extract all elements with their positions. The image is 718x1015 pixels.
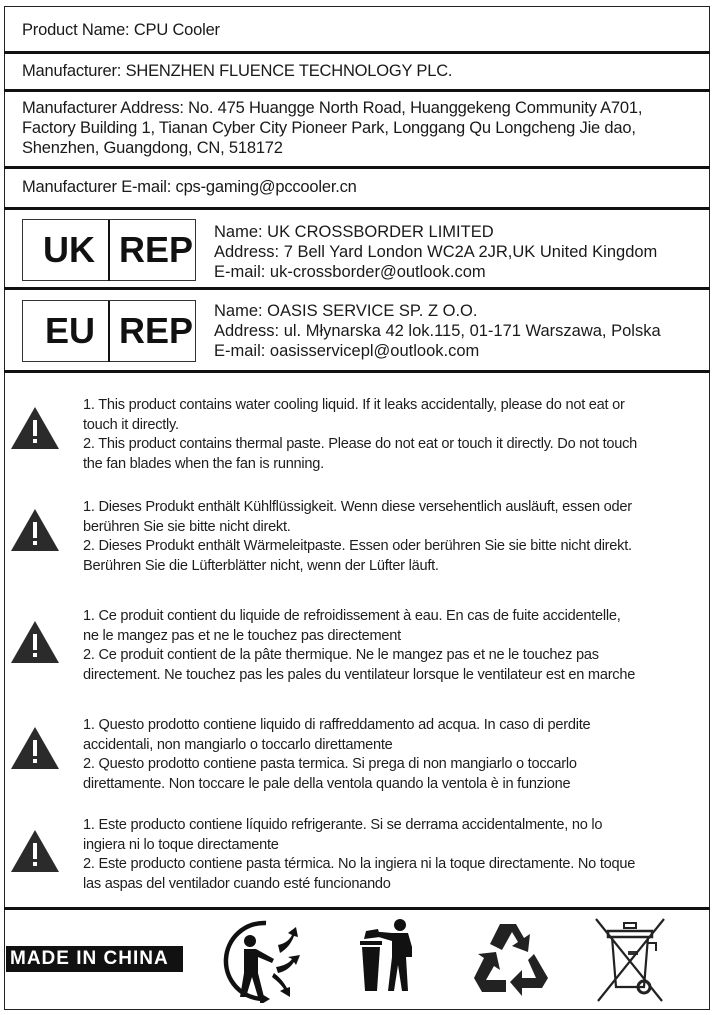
warning-line: 1. Este producto contiene líquido refrigerante. Si se derrama accidentalmente, no lo	[83, 817, 603, 833]
warning-triangle-icon	[11, 407, 59, 449]
divider	[4, 166, 710, 169]
warning-line: directement. Ne touchez pas les pales du ventilateur lorsque le ventilateur est en marche	[83, 666, 636, 683]
weee-crossed-bin-icon	[592, 917, 672, 1003]
divider	[4, 287, 710, 290]
divider	[4, 370, 710, 373]
eu-rep-code: EU	[44, 310, 95, 351]
warning-line: 2. Ce produit contient de la pâte thermique. Ne le mangez pas et ne le touchez pas	[83, 647, 599, 663]
warning-line: accidentali, non mangiarlo o toccarlo direttamente	[83, 736, 393, 753]
eu-rep-email: E-mail: oasisservicepl@outlook.com	[214, 342, 480, 360]
badge-divider	[108, 301, 110, 362]
uk-rep-email: E-mail: uk-crossborder@outlook.com	[214, 263, 486, 281]
eu-rep-name: Name: OASIS SERVICE SP. Z O.O.	[214, 302, 478, 320]
divider	[4, 907, 710, 910]
divider	[4, 51, 710, 54]
recycle-icon	[472, 920, 550, 996]
warning-triangle-icon	[11, 830, 59, 872]
warning-line: ingiera ni lo toque directamente	[83, 836, 279, 853]
uk-rep-name: Name: UK CROSSBORDER LIMITED	[214, 223, 494, 241]
tidyman-icon	[352, 917, 418, 997]
eu-rep-badge	[22, 300, 196, 362]
warning-line: 2. Este producto contiene pasta térmica. No la ingiera ni la toque directamente. No toque	[83, 856, 636, 872]
warning-line: berühren Sie sie bitte nicht direkt.	[83, 518, 291, 535]
warning-line: 1. Questo prodotto contiene liquido di raffreddamento ad acqua. In caso di perdite	[83, 717, 591, 733]
address-line: Factory Building 1, Tianan Cyber City Pioneer Park, Longgang Qu Longcheng Jie dao,	[22, 119, 636, 137]
divider	[4, 89, 710, 92]
address-line: Manufacturer Address: No. 475 Huangge North Road, Huanggekeng Community A701,	[22, 99, 643, 117]
manufacturer-email: Manufacturer E-mail: cps-gaming@pccooler.cn	[22, 178, 357, 196]
uk-rep-label: REP	[119, 229, 194, 270]
warning-line: 2. Questo prodotto contiene pasta termica. Si prega di non mangiarlo o toccarlo	[83, 756, 577, 772]
warning-line: touch it directly.	[83, 416, 179, 433]
warning-line: 1. Ce produit contient du liquide de refroidissement à eau. En cas de fuite accidentelle,	[83, 608, 621, 624]
divider	[4, 207, 710, 210]
product-name: Product Name: CPU Cooler	[22, 21, 220, 39]
warning-line: 2. This product contains thermal paste. Please do not eat or touch it directly. Do not touch	[83, 436, 638, 452]
address-line: Shenzhen, Guangdong, CN, 518172	[22, 139, 283, 157]
warning-line: Berühren Sie die Lüfterblätter nicht, wenn der Lüfter läuft.	[83, 557, 439, 574]
uk-rep-badge	[22, 219, 196, 281]
made-in-china-badge: MADE IN CHINA	[6, 946, 183, 972]
warning-line: 1. This product contains water cooling liquid. If it leaks accidentally, please do not eat or	[83, 397, 625, 413]
warning-triangle-icon	[11, 509, 59, 551]
eu-rep-address: Address: ul. Młynarska 42 lok.115, 01-171 Warszawa, Polska	[214, 322, 661, 340]
uk-rep-code: UK	[43, 229, 95, 270]
warning-triangle-icon	[11, 727, 59, 769]
warning-triangle-icon	[11, 621, 59, 663]
eu-rep-label: REP	[119, 310, 194, 351]
warning-line: ne le mangez pas et ne le touchez pas directement	[83, 627, 401, 644]
warning-line: las aspas del ventilador cuando esté funcionando	[83, 875, 391, 892]
manufacturer: Manufacturer: SHENZHEN FLUENCE TECHNOLOGY PLC.	[22, 62, 453, 80]
warning-line: the fan blades when the fan is running.	[83, 455, 324, 472]
warning-line: direttamente. Non toccare le pale della ventola quando la ventola è in funzione	[83, 775, 571, 792]
triman-icon	[222, 917, 302, 1003]
uk-rep-address: Address: 7 Bell Yard London WC2A 2JR,UK United Kingdom	[214, 243, 658, 261]
warning-line: 1. Dieses Produkt enthält Kühlflüssigkeit. Wenn diese versehentlich ausläuft, essen oder	[83, 499, 632, 515]
badge-divider	[108, 220, 110, 281]
warning-line: 2. Dieses Produkt enthält Wärmeleitpaste. Essen oder berühren Sie sie bitte nicht direkt.	[83, 538, 632, 554]
